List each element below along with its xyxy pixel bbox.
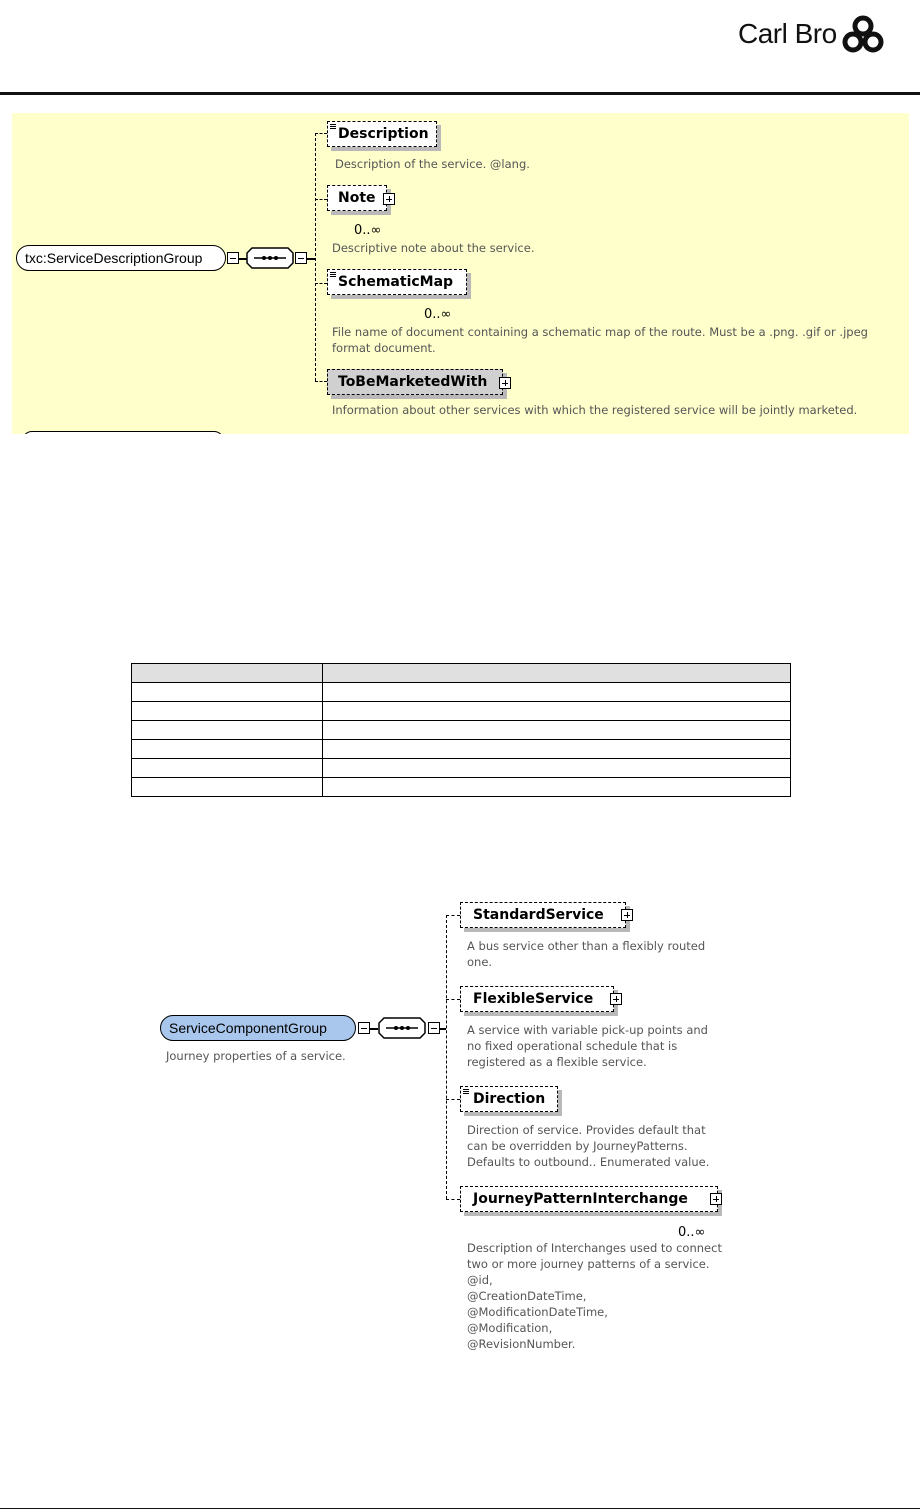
element-description-text: @CreationDateTime, [467,1289,587,1303]
element-schematic-map[interactable] [327,269,467,295]
branch-connector [315,133,327,134]
element-description-text: registered as a flexible service. [467,1055,647,1069]
table-cell [132,778,323,797]
element-flexible-service[interactable] [460,986,614,1012]
expand-icon[interactable] [710,1193,722,1205]
element-description-text: one. [467,955,493,969]
element-name: Direction [473,1091,546,1107]
table-cell [132,721,323,740]
table-cell [323,740,791,759]
carl-bro-logo-mark-icon [841,14,885,54]
group-node-service-component[interactable] [160,1015,356,1041]
element-description[interactable] [327,121,437,147]
cardinality: 0..∞ [678,1225,706,1240]
group-label: ServiceComponentGroup [169,1020,327,1036]
element-name: FlexibleService [473,991,594,1007]
element-description-text: Information about other services with which the registered service will be jointly marketed. [332,403,858,417]
element-description-text: @ModificationDateTime, [467,1305,608,1319]
element-journey-pattern-interchange[interactable] [460,1186,718,1212]
table-header-cell [323,664,791,683]
cardinality: 0..∞ [424,307,452,322]
element-description-text: Descriptive note about the service. [332,241,535,255]
element-name: JourneyPatternInterchange [473,1191,688,1207]
element-to-be-marketed-with[interactable] [327,369,503,395]
collapse-icon[interactable] [295,252,307,264]
connector [370,1028,378,1030]
text-content-icon [463,1089,469,1095]
element-description-text: can be overridden by JourneyPatterns. [467,1139,688,1153]
table-cell [132,740,323,759]
branch-connector [446,915,460,916]
element-description-text: A bus service other than a flexibly routed [467,939,706,953]
table-row [132,759,791,778]
element-name: StandardService [473,907,604,923]
table-cell [132,683,323,702]
element-description-text: @Modification, [467,1321,553,1335]
logo-text: Carl Bro [738,18,837,49]
logo [738,14,885,54]
expand-icon[interactable] [621,909,633,921]
expand-icon[interactable] [499,377,511,389]
table-row [132,778,791,797]
footer-divider [0,1508,920,1509]
element-description-text: two or more journey patterns of a service. [467,1257,710,1271]
expand-icon[interactable] [383,193,395,205]
expand-icon[interactable] [610,993,622,1005]
element-name: Description [338,126,429,142]
group-label: txc:ServiceDescriptionGroup [25,250,203,266]
table-row [132,683,791,702]
blank-table [131,663,791,797]
branch-connector [315,381,327,382]
element-description-text: @id, [467,1273,493,1287]
element-description-text: no fixed operational schedule that is [467,1039,678,1053]
collapse-icon[interactable] [428,1022,440,1034]
group-node-service-description[interactable] [16,245,226,271]
element-name: Note [338,190,376,206]
element-direction[interactable] [460,1086,558,1112]
table-row [132,721,791,740]
element-standard-service[interactable] [460,902,626,928]
table-cell [323,702,791,721]
sequence-icon [378,1017,426,1039]
sequence-icon [246,247,294,269]
connector [307,258,315,260]
cardinality: 0..∞ [354,223,382,238]
header-divider [0,92,920,95]
branch-connector [446,999,460,1000]
table-row [132,740,791,759]
table-cell [323,759,791,778]
element-name: SchematicMap [338,274,454,290]
table-row [132,702,791,721]
table-cell [132,759,323,778]
table-cell [132,702,323,721]
element-description-text: format document. [332,341,436,355]
table-header-row [132,664,791,683]
element-description-text: Defaults to outbound.. Enumerated value. [467,1155,710,1169]
element-description-text: Description of the service. @lang. [335,157,530,171]
branch-connector [315,199,327,200]
branch-connector [446,1199,460,1200]
branch-connector [315,283,327,284]
element-description-text: Description of Interchanges used to connect [467,1241,722,1255]
element-description-text: File name of document containing a schematic map of the route. Must be a .png. .gif or .jpeg [332,325,868,339]
element-description-text: A service with variable pick-up points and [467,1023,708,1037]
schema-diagram-service-component [150,895,770,1375]
element-description-text: Direction of service. Provides default that [467,1123,706,1137]
table-cell [323,721,791,740]
table-cell [323,778,791,797]
collapse-icon[interactable] [358,1022,370,1034]
table-header-cell [132,664,323,683]
element-note[interactable] [327,185,387,211]
element-name: ToBeMarketedWith [338,374,488,390]
collapse-icon[interactable] [227,252,239,264]
branch-connector [446,1099,460,1100]
branch-line [315,133,316,381]
truncated-node [22,431,224,434]
text-content-icon [330,124,336,130]
table-cell [323,683,791,702]
element-description-text: @RevisionNumber. [467,1337,576,1351]
schema-diagram-service-description [12,113,909,434]
group-description-text: Journey properties of a service. [166,1049,346,1063]
text-content-icon [330,272,336,278]
branch-line [446,915,447,1199]
